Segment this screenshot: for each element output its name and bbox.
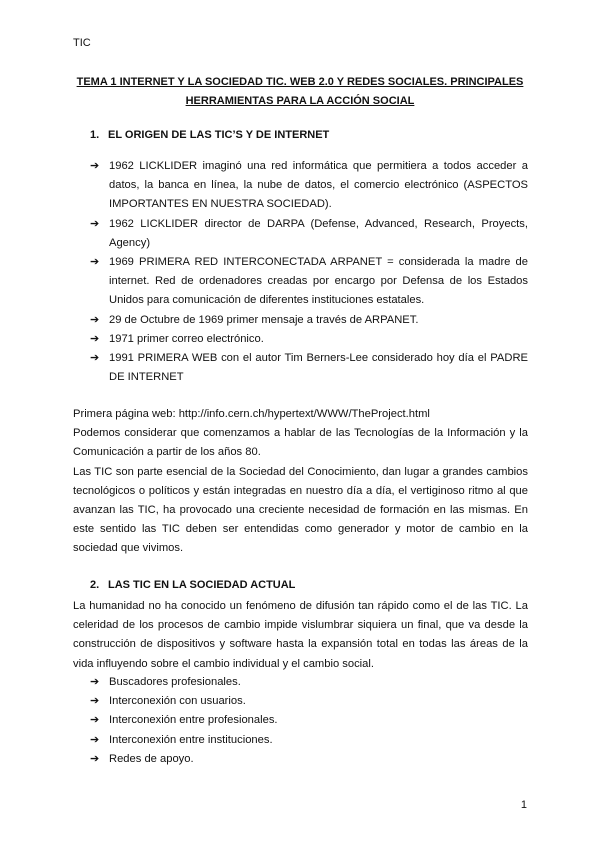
arrow-right-icon: ➔ bbox=[90, 160, 100, 172]
section-2-body bbox=[73, 597, 528, 674]
diffusion-paragraph: La humanidad no ha conocido un fenómeno de difusión tan rápido como el de las TIC. La celeridad de los procesos de cambio impide vislumbrar siquiera un final, que va desde la construcción de dispositivos y software hasta la expansión total en todas las áreas de la vida influyendo sobre el cambio individual y el cambio social. bbox=[73, 600, 528, 670]
section-2-heading bbox=[90, 579, 295, 591]
section-2-title: LAS TIC EN LA SOCIEDAD ACTUAL bbox=[108, 579, 296, 591]
section-1-heading bbox=[90, 129, 329, 141]
arrow-right-icon: ➔ bbox=[90, 256, 100, 269]
arrow-right-icon: ➔ bbox=[90, 714, 100, 727]
arrow-right-icon: ➔ bbox=[90, 676, 100, 688]
list-item: ➔ 1991 PRIMERA WEB con el autor Tim Berners-Lee considerado hoy día el PADRE DE INTERNET bbox=[90, 349, 528, 387]
tic-origin-paragraph: Podemos considerar que comenzamos a hablar de las Tecnologías de la Información y la Comunicación a partir de los años 80. bbox=[73, 427, 528, 459]
arrow-right-icon: ➔ bbox=[90, 352, 100, 365]
list-item: ➔ 1971 primer correo electrónico. bbox=[90, 330, 528, 349]
list-item: ➔ Interconexión con usuarios. bbox=[90, 692, 528, 711]
document-title bbox=[60, 73, 540, 111]
list-item: ➔ 1969 PRIMERA RED INTERCONECTADA ARPANET = considerada la madre de internet. Red de ordenadores creadas por encargo por Defensa de los Estados Unidos para comunicación de diferentes instituciones estatales. bbox=[90, 253, 528, 311]
list-item: ➔ 29 de Octubre de 1969 primer mensaje a través de ARPANET. bbox=[90, 311, 528, 330]
tic-society-paragraph: Las TIC son parte esencial de la Sociedad del Conocimiento, dan lugar a grandes cambios tecnológicos o políticos y están integradas en nuestro día a día, el vertiginoso ritmo al que avanzan las TIC, ha provocado una creciente necesidad de formación en las mismas. En este sentido las TIC deben ser entendidas como generador y motor de cambio en la sociedad que vivimos. bbox=[73, 465, 528, 555]
section-1-bullet-list bbox=[90, 157, 528, 387]
list-item: ➔ Redes de apoyo. bbox=[90, 750, 528, 769]
section-2-number: 2. bbox=[90, 579, 100, 591]
list-item: ➔ Buscadores profesionales. bbox=[90, 673, 528, 692]
section-1-title: EL ORIGEN DE LAS TIC’S Y DE INTERNET bbox=[108, 129, 330, 141]
first-webpage-paragraph: Primera página web: http://info.cern.ch/hypertext/WWW/TheProject.html bbox=[73, 408, 430, 420]
arrow-right-icon: ➔ bbox=[90, 313, 100, 326]
arrow-right-icon: ➔ bbox=[90, 752, 100, 765]
title-line-1: TEMA 1 INTERNET Y LA SOCIEDAD TIC. WEB 2.0 Y REDES SOCIALES. PRINCIPALES bbox=[76, 76, 524, 88]
list-item: ➔ Interconexión entre instituciones. bbox=[90, 731, 528, 750]
arrow-right-icon: ➔ bbox=[90, 695, 100, 708]
page-number: 1 bbox=[520, 799, 527, 811]
list-item: ➔ 1962 LICKLIDER imaginó una red informática que permitiera a todos acceder a datos, la banca en línea, la nube de datos, el comercio electrónico (ASPECTOS IMPORTANTES EN NUESTRA SOCIEDAD). bbox=[90, 157, 528, 215]
title-line-2: HERRAMIENTAS PARA LA ACCIÓN SOCIAL bbox=[185, 95, 415, 107]
section-2-bullet-list bbox=[90, 673, 528, 769]
page-header: TIC bbox=[73, 37, 91, 49]
list-item: ➔ 1962 LICKLIDER director de DARPA (Defense, Advanced, Research, Proyects, Agency) bbox=[90, 215, 528, 253]
arrow-right-icon: ➔ bbox=[90, 733, 100, 746]
section-1-number: 1. bbox=[90, 129, 100, 141]
section-1-body bbox=[73, 405, 528, 559]
arrow-right-icon: ➔ bbox=[90, 332, 100, 345]
list-item: ➔ Interconexión entre profesionales. bbox=[90, 711, 528, 730]
arrow-right-icon: ➔ bbox=[90, 217, 100, 230]
